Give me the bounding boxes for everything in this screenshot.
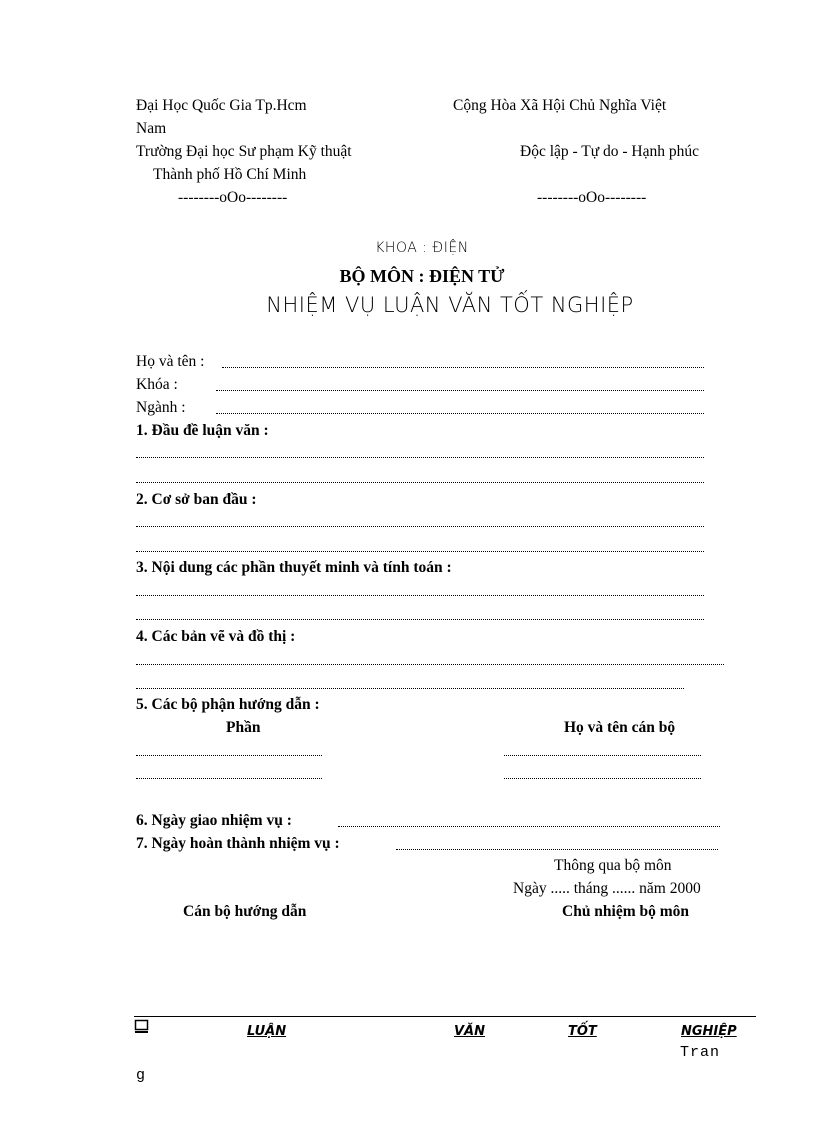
assign-date-line[interactable]	[338, 826, 720, 827]
staff-line[interactable]	[504, 778, 701, 779]
republic-name: Cộng Hòa Xã Hội Chủ Nghĩa Việt	[453, 97, 667, 114]
republic-name-cont: Nam	[136, 120, 167, 137]
name-label: Họ và tên :	[136, 353, 205, 370]
part-line[interactable]	[136, 778, 322, 779]
school-name: Trường Đại học Sư phạm Kỹ thuật	[136, 143, 352, 160]
document-title: NHIỆM VỤ LUẬN VĂN TỐT NGHIỆP	[266, 293, 634, 317]
section-2-heading: 2. Cơ sở ban đầu :	[136, 491, 257, 508]
section-1-line[interactable]	[136, 457, 704, 458]
city-name: Thành phố Hồ Chí Minh	[153, 166, 307, 183]
approved-by-label: Thông qua bộ môn	[554, 857, 672, 874]
column-staff-header: Họ và tên cán bộ	[564, 719, 676, 736]
footer-word-2: VĂN	[454, 1024, 486, 1039]
course-label: Khóa :	[136, 376, 178, 393]
right-ornament: --------oOo--------	[537, 189, 647, 206]
part-line[interactable]	[136, 755, 322, 756]
advisor-signature-label: Cán bộ hướng dẫn	[183, 903, 307, 920]
footer-rule	[134, 1016, 756, 1017]
left-ornament: --------oOo--------	[178, 189, 288, 206]
section-5-heading: 5. Các bộ phận hướng dẫn :	[136, 696, 320, 713]
footer-word-1: LUẬN	[247, 1024, 287, 1039]
footer-word-4: NGHIỆP	[681, 1024, 737, 1039]
section-2-line[interactable]	[136, 526, 704, 527]
section-3-line[interactable]	[136, 619, 704, 620]
approval-date: Ngày ..... tháng ...... năm 2000	[513, 880, 701, 897]
section-3-line[interactable]	[136, 595, 704, 596]
major-field-line[interactable]	[216, 413, 704, 414]
section-1-line[interactable]	[136, 482, 704, 483]
page-label-cont: g	[136, 1067, 147, 1084]
complete-date-line[interactable]	[396, 849, 718, 850]
footer-word-3: TỐT	[568, 1024, 597, 1039]
section-3-heading: 3. Nội dung các phần thuyết minh và tính toán :	[136, 559, 452, 576]
motto: Độc lập - Tự do - Hạnh phúc	[520, 143, 699, 160]
name-field-line[interactable]	[222, 367, 704, 368]
column-part-header: Phần	[226, 719, 261, 736]
section-4-line[interactable]	[136, 664, 724, 665]
section-4-line[interactable]	[136, 688, 684, 689]
section-7-heading: 7. Ngày hoàn thành nhiệm vụ :	[136, 835, 340, 852]
staff-line[interactable]	[504, 755, 701, 756]
section-4-heading: 4. Các bản vẽ và đồ thị :	[136, 628, 296, 645]
section-6-heading: 6. Ngày giao nhiệm vụ :	[136, 812, 292, 829]
computer-icon	[134, 1019, 150, 1040]
course-field-line[interactable]	[216, 390, 704, 391]
major-label: Ngành :	[136, 399, 186, 416]
section-1-heading: 1. Đầu đề luận văn :	[136, 422, 269, 439]
department-title: BỘ MÔN : ĐIỆN TỬ	[339, 266, 505, 286]
university-name: Đại Học Quốc Gia Tp.Hcm	[136, 97, 307, 114]
head-signature-label: Chủ nhiệm bộ môn	[562, 903, 690, 920]
section-2-line[interactable]	[136, 551, 704, 552]
faculty-title: KHOA : ĐIỆN	[375, 240, 469, 256]
page-label: Tran	[680, 1044, 721, 1061]
